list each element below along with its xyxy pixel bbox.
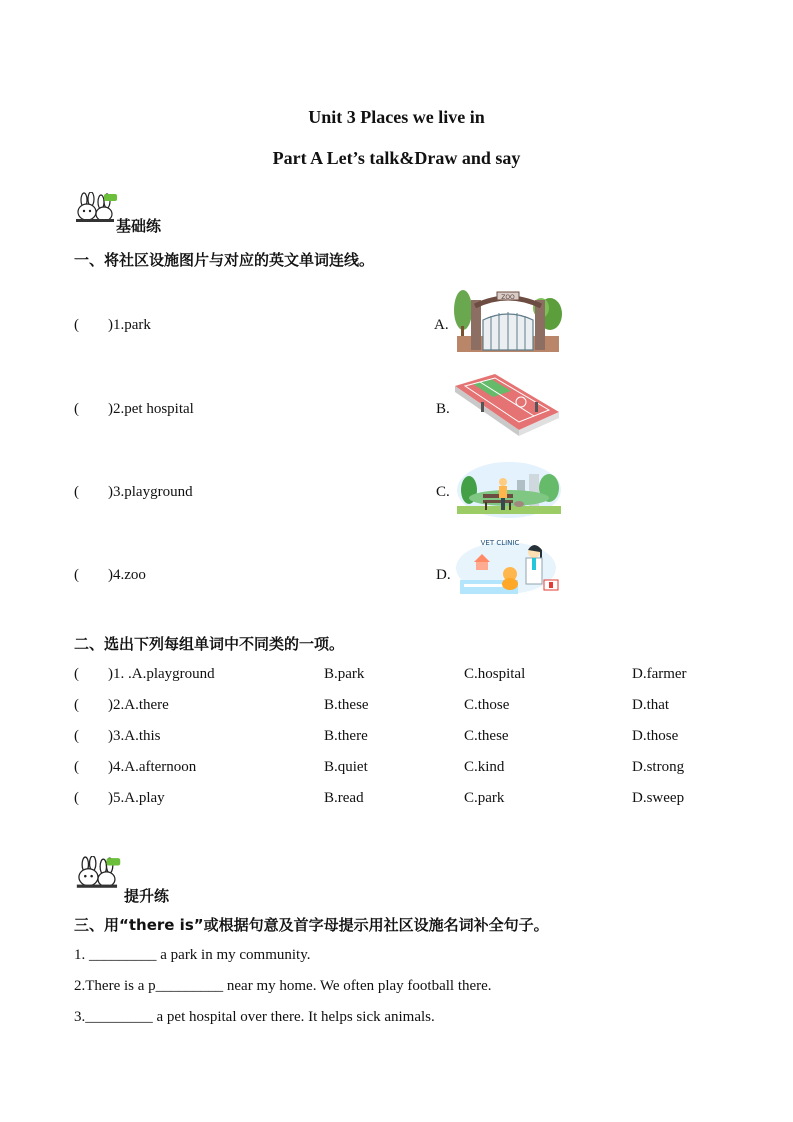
match-letter-b: B. — [436, 401, 450, 417]
question-4-option-c: C.kind — [464, 759, 505, 775]
pet-hospital-picture — [456, 536, 562, 596]
match-item-2: )2.pet hospital — [108, 401, 194, 417]
park-bench-picture — [457, 460, 561, 518]
zoo-gate-picture — [453, 286, 563, 352]
page-title: Unit 3 Places we live in — [308, 107, 485, 127]
answer-paren: ( — [74, 666, 79, 682]
question-5-option-d: D.sweep — [632, 790, 685, 806]
question-1-option-b: B.park — [324, 666, 365, 682]
match-letter-d: D. — [436, 567, 451, 583]
question-2-option-d: D.that — [632, 697, 670, 713]
answer-paren: ( — [74, 697, 79, 713]
playground-court-picture — [451, 372, 563, 436]
question-1-option-d: D.farmer — [632, 666, 687, 682]
rabbit-mascot-icon — [74, 856, 122, 892]
question-3-option-b: B.there — [324, 728, 368, 744]
answer-paren: ( — [74, 567, 79, 583]
question-4-option-b: B.quiet — [324, 759, 368, 775]
question-2-option-b: B.these — [324, 697, 369, 713]
match-letter-c: C. — [436, 484, 450, 500]
match-item-3: )3.playground — [108, 484, 193, 500]
question-2-option-a: )2.A.there — [108, 697, 169, 713]
answer-paren: ( — [74, 484, 79, 500]
sentence-3: 3._________ a pet hospital over there. It helps sick animals. — [74, 1009, 435, 1025]
sentence-1: 1. _________ a park in my community. — [74, 947, 311, 963]
question-2-option-c: C.those — [464, 697, 510, 713]
level-advanced-label: 提升练 — [124, 887, 170, 905]
question-5-option-c: C.park — [464, 790, 505, 806]
answer-paren: ( — [74, 790, 79, 806]
section1-heading: 一、将社区设施图片与对应的英文单词连线。 — [74, 251, 375, 269]
answer-paren: ( — [74, 759, 79, 775]
clinic-sign-text: VET CLINIC — [480, 539, 520, 547]
question-4-option-a: )4.A.afternoon — [108, 759, 197, 775]
question-3-option-d: D.those — [632, 728, 679, 744]
match-item-4: )4.zoo — [108, 567, 146, 583]
level-basic-label: 基础练 — [116, 217, 162, 235]
section3-heading: 三、用“there is”或根据句意及首字母提示用社区设施名词补全句子。 — [74, 916, 549, 934]
answer-paren: ( — [74, 401, 79, 417]
question-5-option-a: )5.A.play — [108, 790, 165, 806]
page-subtitle: Part A Let’s talk&Draw and say — [272, 148, 521, 168]
match-item-1: )1.park — [108, 317, 151, 333]
question-1-option-a: )1. .A.playground — [108, 666, 215, 682]
question-3-option-a: )3.A.this — [108, 728, 161, 744]
answer-paren: ( — [74, 317, 79, 333]
question-1-option-c: C.hospital — [464, 666, 526, 682]
match-letter-a: A. — [434, 317, 449, 333]
question-3-option-c: C.these — [464, 728, 509, 744]
section2-heading: 二、选出下列每组单词中不同类的一项。 — [74, 635, 345, 653]
question-5-option-b: B.read — [324, 790, 364, 806]
rabbit-mascot-icon — [74, 192, 118, 226]
zoo-sign-text: ZOO — [501, 294, 515, 301]
sentence-2: 2.There is a p_________ near my home. We often play football there. — [74, 978, 492, 994]
question-4-option-d: D.strong — [632, 759, 685, 775]
answer-paren: ( — [74, 728, 79, 744]
